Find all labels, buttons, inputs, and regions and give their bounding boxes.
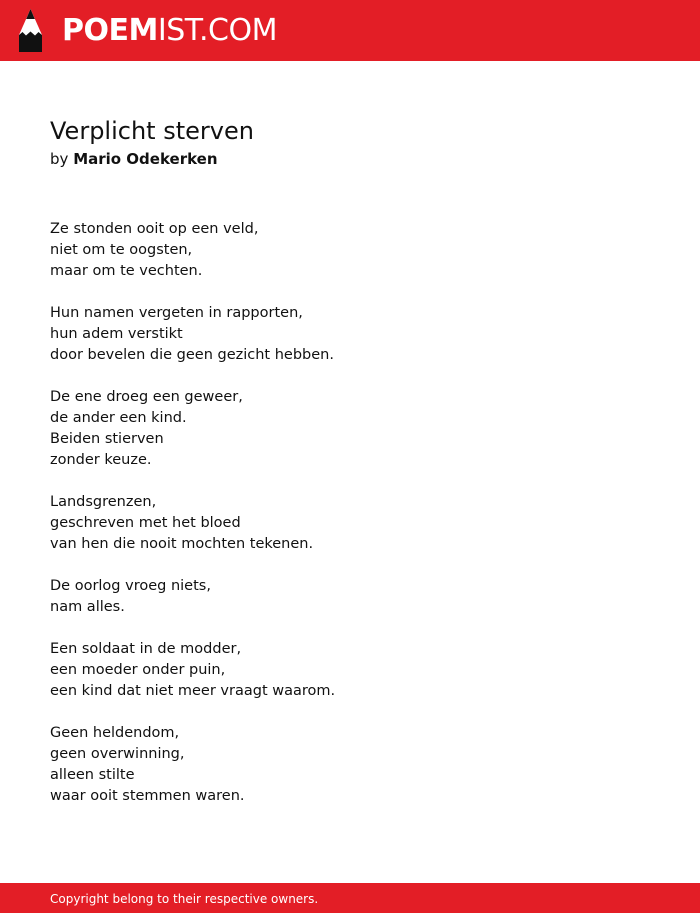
- author-name[interactable]: Mario Odekerken: [73, 150, 218, 168]
- poem-stanza: [50, 639, 670, 702]
- poem-line: geschreven met het bloed: [50, 515, 241, 531]
- header-bar: [0, 0, 700, 61]
- poem-line: Geen heldendom,: [50, 725, 180, 741]
- poem-body: [50, 219, 670, 828]
- copyright-text: Copyright belong to their respective owners.: [50, 892, 319, 906]
- poem-line: Landsgrenzen,: [50, 494, 157, 510]
- poem-line: zonder keuze.: [50, 452, 152, 468]
- brand-name-light: IST.COM: [157, 13, 277, 48]
- poem-line: niet om te oogsten,: [50, 242, 193, 258]
- poem-line: Beiden stierven: [50, 431, 164, 447]
- footer-bar: [0, 883, 700, 913]
- brand-name: [62, 9, 277, 52]
- poem-line: een kind dat niet meer vraagt waarom.: [50, 683, 336, 699]
- poem-stanza: [50, 723, 670, 807]
- brand-name-strong: POEM: [62, 13, 158, 48]
- poem-line: alleen stilte: [50, 767, 135, 783]
- poem-line: geen overwinning,: [50, 746, 185, 762]
- poem-stanza: [50, 576, 670, 618]
- poem-stanza: [50, 492, 670, 555]
- poem-line: waar ooit stemmen waren.: [50, 788, 245, 804]
- poem-stanza: [50, 303, 670, 366]
- poem-line: van hen die nooit mochten tekenen.: [50, 536, 314, 552]
- poem-line: Hun namen vergeten in rapporten,: [50, 305, 303, 321]
- poem-line: De ene droeg een geweer,: [50, 389, 243, 405]
- poem-stanza: [50, 387, 670, 471]
- poem-stanza: [50, 219, 670, 282]
- poem-line: maar om te vechten.: [50, 263, 203, 279]
- poem-line: door bevelen die geen gezicht hebben.: [50, 347, 334, 363]
- poem-line: Ze stonden ooit op een veld,: [50, 221, 259, 237]
- by-label: by: [50, 150, 69, 168]
- poem-line: nam alles.: [50, 599, 125, 615]
- poem-line: De oorlog vroeg niets,: [50, 578, 211, 594]
- site-logo[interactable]: [17, 9, 277, 52]
- poem-line: Een soldaat in de modder,: [50, 641, 242, 657]
- poem-line: hun adem verstikt: [50, 326, 183, 342]
- byline: [50, 149, 218, 169]
- poem-line: een moeder onder puin,: [50, 662, 226, 678]
- pencil-icon: [17, 9, 44, 52]
- poem-line: de ander een kind.: [50, 410, 187, 426]
- poem-title: Verplicht sterven: [50, 117, 254, 145]
